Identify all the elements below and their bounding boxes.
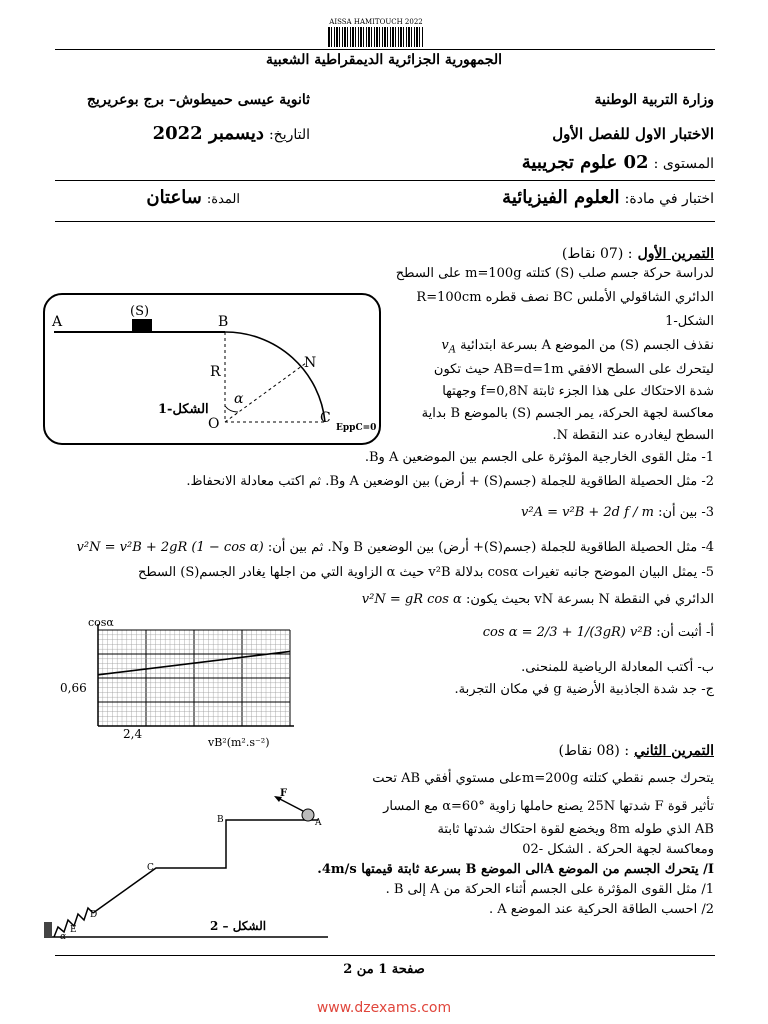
fig2-label-B: B	[217, 815, 224, 825]
graph-ylabel: cosα	[88, 618, 114, 629]
ex1-q5b	[300, 592, 714, 607]
subject-label: اختبار في مادة:	[624, 191, 714, 207]
duration-label: المدة:	[206, 192, 240, 207]
point-mass	[302, 809, 314, 821]
ex1-q2: 2- مثل الحصيلة الطاقوية للجملة (جسم(S) + أرض) بين الوضعين A وB. ثم اكتب معادلة الانحفاظ.	[186, 474, 714, 489]
exercise1-intro-0: لدراسة حركة جسم صلب (S) كتلته m=100g على السطح	[395, 266, 714, 281]
ex2-line-1: تأثير قوة F شدتها 25N يصنع حاملها زاوية α=60° مع المسار	[383, 799, 714, 814]
subject	[400, 187, 714, 208]
ex1-q1: 1- مثل القوى الخارجية المؤثرة على الجسم بين الموضعين A وB.	[364, 450, 714, 465]
ex1-q5-formula: v²N = gR cos α	[361, 592, 462, 607]
figure1	[40, 290, 385, 448]
ex1-q4-text: 4- مثل الحصيلة الطاقوية للجملة (جسم(S)+ أرض) بين الوضعين B وN. ثم بين أن:	[267, 540, 714, 555]
graph-ytick-066: 0,66	[60, 681, 87, 695]
exercise2-points: : (08 نقاط)	[558, 743, 630, 759]
exercise1-intro-1: الدائري الشاقولي الأملس BC نصف قطره R=100cm	[416, 290, 714, 305]
graph-xtick-24: 2,4	[123, 727, 143, 741]
ex1-qb: ب- أكتب المعادلة الرياضية للمنحنى.	[521, 660, 714, 675]
ex1-qc: ج- جد شدة الجاذبية الأرضية g في مكان التجربة.	[454, 682, 714, 697]
label-alpha: α	[234, 391, 244, 407]
arc-BC	[225, 332, 325, 422]
republic-title: الجمهورية الجزائرية الديمقراطية الشعبية	[265, 52, 502, 68]
header-bottom-rule	[55, 221, 715, 222]
ex2-line-2: AB الذي طوله 8m ويخضع لقوة احتكاك شدتها ثابتة	[437, 822, 714, 837]
level-value: 02 علوم تجريبية	[521, 152, 649, 173]
solid-body-S	[132, 319, 152, 332]
exercise1-intro-4: ليتحرك على السطح الافقي AB=d=1m حيث تكون	[433, 362, 714, 377]
figure1-label: الشكل-1	[158, 402, 209, 417]
ex2-line-4: I/ يتحرك الجسم من الموضع Aالى الموضع B بسرعة ثابتة قيمتها 4m/s.	[317, 862, 714, 877]
ex2-line-3: ومعاكسة لجهة الحركة . الشكل -02	[522, 842, 714, 857]
footer-rule	[55, 955, 715, 956]
ex2-line-0: يتحرك جسم نقطي كتلته m=200gعلى مستوي أفقي AB تحت	[372, 771, 714, 786]
exam-title: الاختبار الاول للفصل الأول	[552, 125, 714, 143]
level-label: المستوى :	[653, 156, 714, 172]
exercise1-intro-5: شدة الاحتكاك على هذا الجزء ثابتة f=0,8N وجهتها	[442, 384, 714, 399]
fig2-label-alpha: α	[60, 932, 67, 942]
exercise1-intro-3-text: نقذف الجسم (S) من الموضع A بسرعة ابتدائية	[460, 338, 714, 353]
subject-value: العلوم الفيزيائية	[502, 187, 620, 208]
barcode-label: AISSA HAMITOUCH 2022	[329, 18, 423, 26]
exercise1-points: : (07 نقاط)	[561, 246, 633, 262]
label-R: R	[210, 364, 221, 380]
graph-grid	[98, 630, 290, 726]
ex1-q5a: 5- يمثل البيان الموضح جانبه تغيرات cosα بدلالة v²B حيث α الزاوية التي من اجلها يغادر الجسم(S) السطح	[137, 565, 714, 580]
ex1-q3-text: 3- بين أن:	[658, 505, 714, 520]
exercise1-intro-7: السطح ليغادره عند النقطة N.	[552, 428, 714, 443]
ex2-line-6: 2/ احسب الطاقة الحركية عند الموضع A .	[489, 902, 714, 917]
school-name: ثانوية عيسى حميطوش– برج بوعريريج	[86, 92, 310, 108]
graph-xlabel: vB²(m².s⁻²)	[208, 736, 270, 749]
ex1-q4-formula: v²N = v²B + 2gR (1 − cos α)	[76, 540, 264, 555]
barcode-icon	[328, 27, 424, 47]
site-link[interactable]: www.dzexams.com	[316, 1000, 452, 1016]
duration	[40, 187, 240, 208]
date-value: ديسمبر 2022	[152, 123, 264, 144]
label-A: A	[52, 314, 63, 330]
track-path	[93, 820, 318, 913]
label-B: B	[218, 314, 229, 330]
label-C: C	[320, 410, 331, 426]
exercise1-intro-2: الشكل-1	[665, 314, 714, 329]
exercise2-heading	[400, 740, 714, 759]
figure2	[38, 780, 338, 942]
ex1-q3	[300, 505, 714, 520]
ex1-qa	[400, 625, 714, 640]
page-number: صفحة 1 من 2	[343, 962, 425, 977]
duration-value: ساعتان	[146, 187, 202, 208]
level	[400, 152, 714, 173]
header-top-rule	[55, 49, 715, 50]
ex1-q5b-text: الدائري في النقطة N بسرعة vN بحيث يكون:	[465, 592, 714, 607]
exercise1-heading	[400, 243, 714, 262]
exercise1-title: التمرين الأول	[637, 246, 714, 262]
label-S: (S)	[130, 304, 150, 319]
ex2-line-5: 1/ مثل القوى المؤثرة على الجسم أثناء الحركة من A إلى B .	[385, 882, 714, 897]
ex1-qa-formula: cos α = 2/3 + 1/(3gR) v²B	[482, 625, 653, 640]
label-N: N	[304, 355, 317, 371]
vA-symbol: $v_A$	[441, 338, 456, 356]
exam-date	[40, 123, 310, 144]
label-O: O	[208, 416, 220, 432]
label-epp: EppC=0	[336, 423, 377, 433]
ex1-q3-formula: v²A = v²B + 2d f / m	[521, 505, 654, 520]
fig2-label-D: D	[90, 910, 98, 920]
fig2-label-C: C	[147, 863, 154, 873]
ministry: وزارة التربية الوطنية	[594, 92, 714, 108]
exercise2-title: التمرين الثاني	[634, 743, 714, 759]
ex1-qa-text: أ- أثبت أن:	[656, 625, 714, 640]
ex1-q4	[40, 540, 714, 555]
barcode	[326, 18, 426, 48]
fig2-label-A: A	[315, 818, 322, 828]
date-label: التاريخ:	[268, 127, 310, 143]
figure2-label: الشكل – 2	[210, 919, 267, 933]
fig2-label-F: F	[280, 788, 288, 799]
exercise1-intro-6: معاكسة لجهة الحركة، يمر الجسم (S) بالموضع B بداية	[421, 406, 714, 421]
exercise1-intro-3	[370, 338, 714, 356]
graph-cos-vs-vb2	[60, 618, 300, 753]
fig2-label-E: E	[70, 925, 77, 935]
spring-wall	[44, 922, 52, 937]
header-mid-rule	[55, 180, 715, 181]
